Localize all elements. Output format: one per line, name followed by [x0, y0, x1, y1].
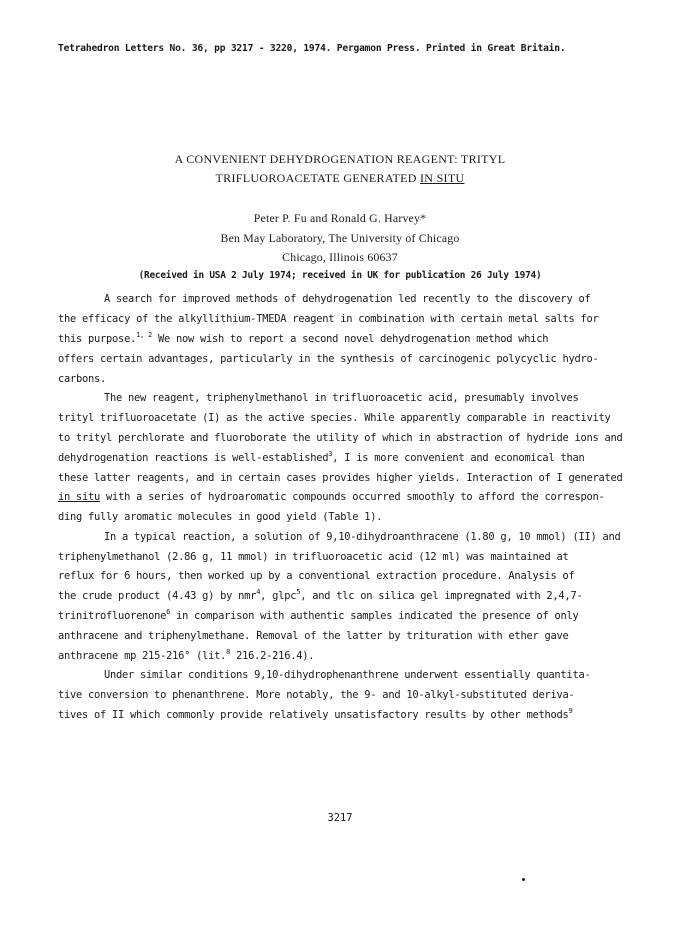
paragraph-3-line-3: reflux for 6 hours, then worked up by a conventional extraction procedure. Analysis of: [58, 570, 575, 582]
text: 216.2-216.4).: [230, 650, 315, 662]
text: with a series of hydroaromatic compounds occurred smoothly to afford the correspon-: [100, 491, 605, 503]
text: We now wish to report a second novel dehydrogenation method which: [151, 333, 549, 345]
affiliation-line-2: Chicago, Illinois 60637: [282, 250, 398, 264]
paragraph-2-line-2: trityl trifluoroacetate (I) as the active species. While apparently comparable in reactivity: [58, 412, 611, 424]
paragraph-3-line-1: In a typical reaction, a solution of 9,10-dihydroanthracene (1.80 g, 10 mmol) (II) and: [104, 531, 621, 543]
citation-superscript: 1, 2: [136, 331, 152, 339]
citation-superscript: 4: [256, 588, 261, 596]
text: , glpc: [260, 590, 297, 602]
paragraph-1-line-1: A search for improved methods of dehydrogenation led recently to the discovery of: [104, 293, 591, 305]
paragraph-1-line-2: the efficacy of the alkyllithium-TMEDA reagent in combination with certain metal salts for: [58, 313, 599, 325]
paragraph-1-line-3: [58, 333, 548, 345]
paragraph-1-line-5: carbons.: [58, 373, 107, 385]
paragraph-4-line-1: Under similar conditions 9,10-dihydrophenanthrene underwent essentially quantita-: [104, 669, 591, 681]
text: in comparison with authentic samples indicated the presence of only: [170, 610, 579, 622]
paragraph-2-line-1: The new reagent, triphenylmethanol in trifluoroacetic acid, presumably involves: [104, 392, 579, 404]
paragraph-3-line-4: [58, 590, 582, 602]
article-title-line-2: [60, 171, 620, 186]
text: , and tlc on silica gel impregnated with 2,4,7-: [300, 590, 583, 602]
citation-superscript: 8: [226, 648, 231, 656]
received-dates: (Received in USA 2 July 1974; received in UK for publication 26 July 1974): [138, 270, 542, 281]
speck-mark: [522, 878, 525, 881]
title-text: TRIFLUOROACETATE GENERATED: [215, 171, 421, 185]
paragraph-3-line-2: triphenylmethanol (2.86 g, 11 mmol) in trifluoroacetic acid (12 ml) was maintained at: [58, 551, 569, 563]
paragraph-3-line-7: [58, 650, 314, 662]
page-number: 3217: [327, 812, 353, 824]
citation-superscript: 3: [328, 450, 333, 458]
title-in-situ: IN SITU: [420, 171, 465, 185]
paragraph-2-line-7: ding fully aromatic molecules in good yield (Table 1).: [58, 511, 383, 523]
citation-superscript: 6: [166, 608, 171, 616]
journal-header: Tetrahedron Letters No. 36, pp 3217 - 3220, 1974. Pergamon Press. Printed in Great Britain.: [58, 43, 566, 54]
in-situ-text: in situ: [58, 491, 101, 503]
citation-superscript: 9: [568, 707, 573, 715]
text: tives of II which commonly provide relatively unsatisfactory results by other methods: [58, 709, 569, 721]
article-title-line-1: A CONVENIENT DEHYDROGENATION REAGENT: TRITYL: [174, 152, 506, 166]
paragraph-4-line-3: [58, 709, 572, 721]
paragraph-2-line-6: [58, 491, 605, 503]
paragraph-2-line-3: to trityl perchlorate and fluoroborate the utility of which in abstraction of hydride ions and: [58, 432, 623, 444]
paragraph-1-line-4: offers certain advantages, particularly in the synthesis of carcinogenic polycyclic hydro-: [58, 353, 599, 365]
text: this purpose.: [58, 333, 137, 345]
text: the crude product (4.43 g) by nmr: [58, 590, 257, 602]
citation-superscript: 5: [296, 588, 301, 596]
text: trinitrofluorenone: [58, 610, 167, 622]
paragraph-3-line-6: anthracene and triphenylmethane. Removal of the latter by trituration with ether gave: [58, 630, 569, 642]
paragraph-2-line-4: [58, 452, 584, 464]
paragraph-4-line-2: tive conversion to phenanthrene. More notably, the 9- and 10-alkyl-substituted deriva-: [58, 689, 575, 701]
paragraph-2-line-5: these latter reagents, and in certain cases provides higher yields. Interaction of I generated: [58, 472, 623, 484]
text: , I is more convenient and economical than: [332, 452, 585, 464]
author-list: Peter P. Fu and Ronald G. Harvey*: [253, 211, 427, 225]
text: dehydrogenation reactions is well-established: [58, 452, 329, 464]
affiliation-line-1: Ben May Laboratory, The University of Chicago: [220, 231, 460, 245]
text: anthracene mp 215-216° (lit.: [58, 650, 227, 662]
paragraph-3-line-5: [58, 610, 578, 622]
